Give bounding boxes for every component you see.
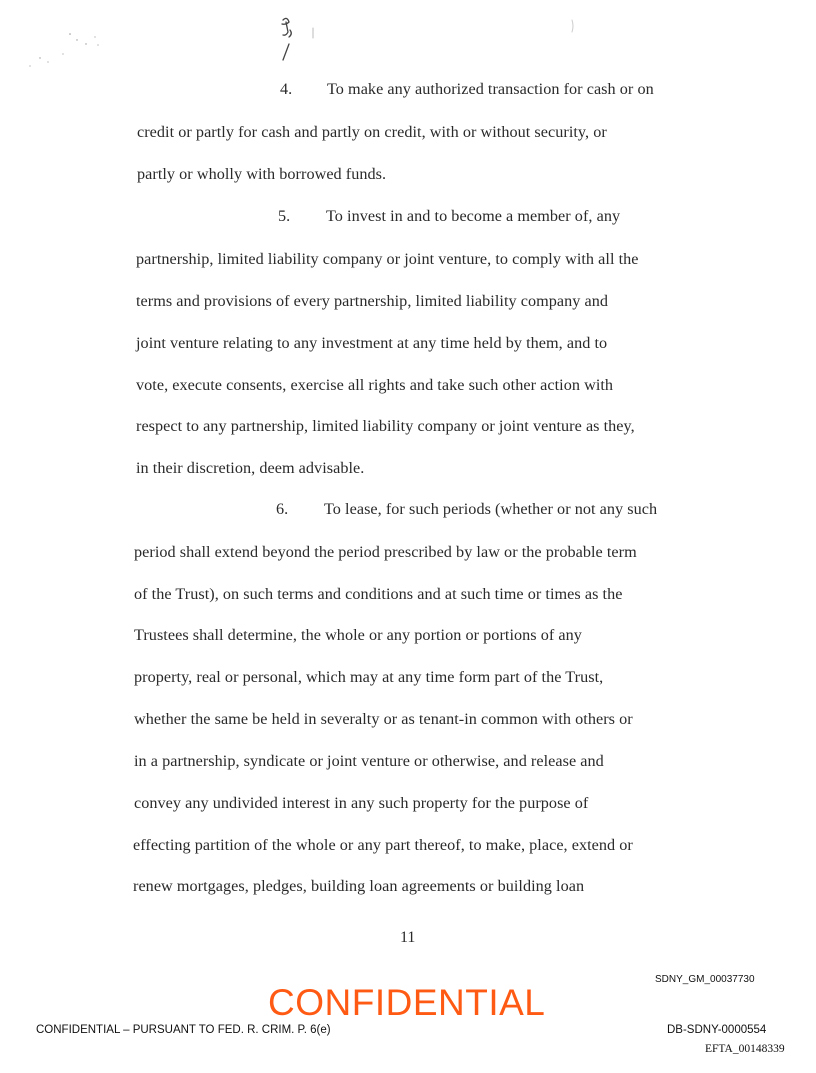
text-line: partly or wholly with borrowed funds. (137, 165, 387, 183)
text-line: in a partnership, syndicate or joint venture or otherwise, and release and (134, 752, 604, 770)
text-line: period shall extend beyond the period prescribed by law or the probable term (134, 543, 637, 561)
text-line: renew mortgages, pledges, building loan agreements or building loan (133, 877, 585, 895)
text-line: convey any undivided interest in any such property for the purpose of (134, 794, 589, 812)
bates-number-top: SDNY_GM_00037730 (655, 974, 755, 985)
confidential-stamp: CONFIDENTIAL (268, 982, 546, 1023)
text-line: To lease, for such periods (whether or not any such (324, 500, 658, 518)
text-line: in their discretion, deem advisable. (136, 459, 365, 477)
text-line: Trustees shall determine, the whole or any portion or portions of any (134, 626, 582, 644)
text-line: joint venture relating to any investment at any time held by them, and to (136, 334, 608, 352)
text-line: To make any authorized transaction for cash or on (327, 80, 654, 98)
text-line: of the Trust), on such terms and conditions and at such time or times as the (134, 585, 623, 603)
text-line: credit or partly for cash and partly on credit, with or without security, or (137, 123, 607, 141)
text-line: terms and provisions of every partnership, limited liability company and (136, 292, 609, 310)
text-line: property, real or personal, which may at any time form part of the Trust, (134, 668, 604, 686)
paragraph-number: 6. (276, 500, 289, 518)
page-number: 11 (400, 929, 416, 946)
text-line: To invest in and to become a member of, any (326, 207, 621, 225)
text-line: respect to any partnership, limited liability company or joint venture as they, (136, 417, 635, 435)
text-line: effecting partition of the whole or any part thereof, to make, place, extend or (133, 836, 633, 854)
scan-marks (0, 0, 816, 120)
efta-number: EFTA_00148339 (705, 1043, 785, 1055)
paragraph-number: 5. (278, 207, 291, 225)
footer-confidential-notice: CONFIDENTIAL – PURSUANT TO FED. R. CRIM. P. 6(e) (36, 1024, 331, 1036)
text-line: partnership, limited liability company or joint venture, to comply with all the (136, 250, 639, 268)
footer-bates-number: DB-SDNY-0000554 (667, 1024, 767, 1036)
handwritten-initial-mark (282, 18, 573, 60)
paragraph-number: 4. (280, 80, 293, 98)
text-line: whether the same be held in severalty or as tenant-in common with others or (134, 710, 633, 728)
text-line: vote, execute consents, exercise all rights and take such other action with (136, 376, 614, 394)
scan-specks (29, 33, 98, 66)
